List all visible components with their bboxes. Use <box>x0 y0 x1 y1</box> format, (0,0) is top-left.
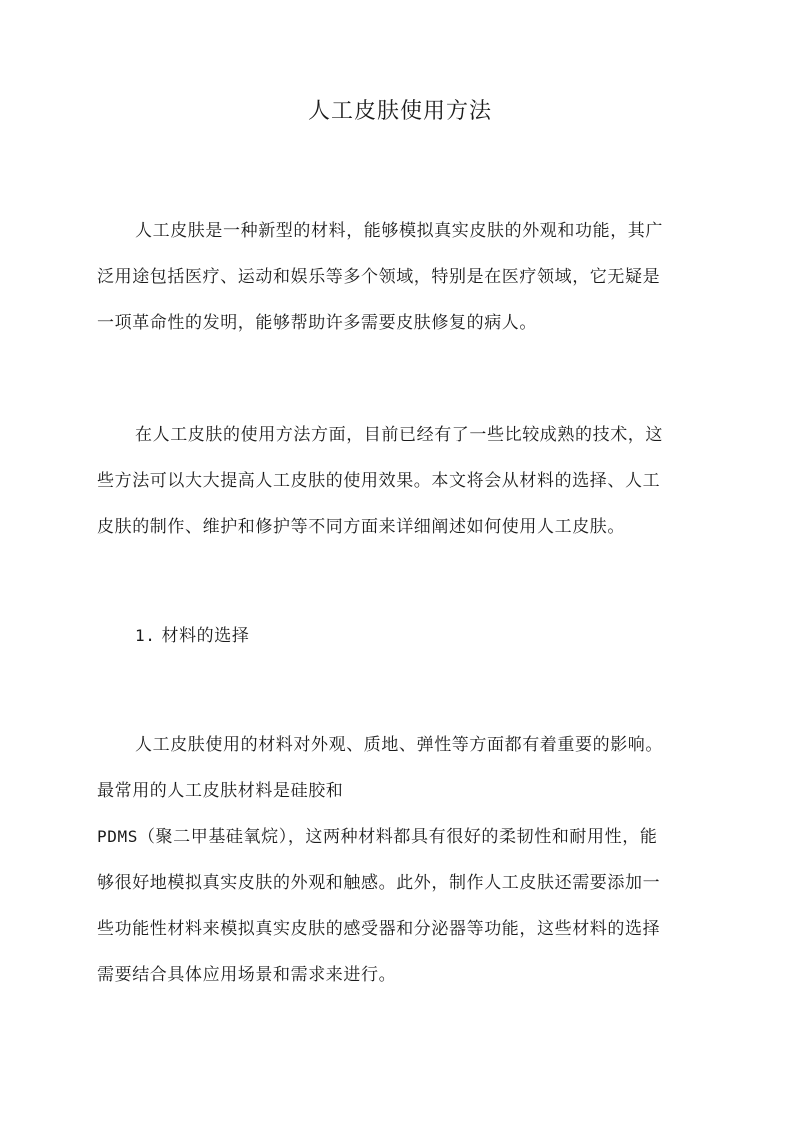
paragraph-line: 些方法可以大大提高人工皮肤的使用效果。本文将会从材料的选择、人工 <box>97 471 661 491</box>
section-title: 材料的选择 <box>161 626 250 646</box>
paragraph-line-pdms <box>97 814 701 860</box>
page-title: 人工皮肤使用方法 <box>307 99 492 124</box>
paragraph-material-details <box>97 722 701 998</box>
paragraph-introduction <box>97 208 701 346</box>
paragraph-line-text: （聚二甲基硅氧烷），这两种材料都具有很好的柔韧性和耐用性，能 <box>137 827 658 847</box>
paragraph-line: 最常用的人工皮肤材料是硅胶和 <box>97 781 344 801</box>
paragraph-line: 些功能性材料来模拟真实皮肤的感受器和分泌器等功能，这些材料的选择 <box>97 919 661 939</box>
section-heading-material-selection <box>135 620 249 652</box>
paragraph-line: 在人工皮肤的使用方法方面，目前已经有了一些比较成熟的技术，这 <box>135 425 663 445</box>
pdms-term: PDMS <box>97 827 138 846</box>
paragraph-line: 人工皮肤是一种新型的材料，能够模拟真实皮肤的外观和功能，其广 <box>135 221 663 241</box>
section-number: 1. <box>135 626 156 645</box>
paragraph-line: 够很好地模拟真实皮肤的外观和触感。此外，制作人工皮肤还需要添加一 <box>97 873 661 893</box>
paragraph-line: 泛用途包括医疗、运动和娱乐等多个领域，特别是在医疗领域，它无疑是 <box>97 267 661 287</box>
paragraph-line: 一项革命性的发明，能够帮助许多需要皮肤修复的病人。 <box>97 313 537 333</box>
paragraph-methods-overview <box>97 412 701 550</box>
paragraph-line: 皮肤的制作、维护和修护等不同方面来详细阐述如何使用人工皮肤。 <box>97 517 625 537</box>
paragraph-line: 人工皮肤使用的材料对外观、质地、弹性等方面都有着重要的影响。 <box>135 735 663 755</box>
paragraph-line: 需要结合具体应用场景和需求来进行。 <box>97 965 397 985</box>
